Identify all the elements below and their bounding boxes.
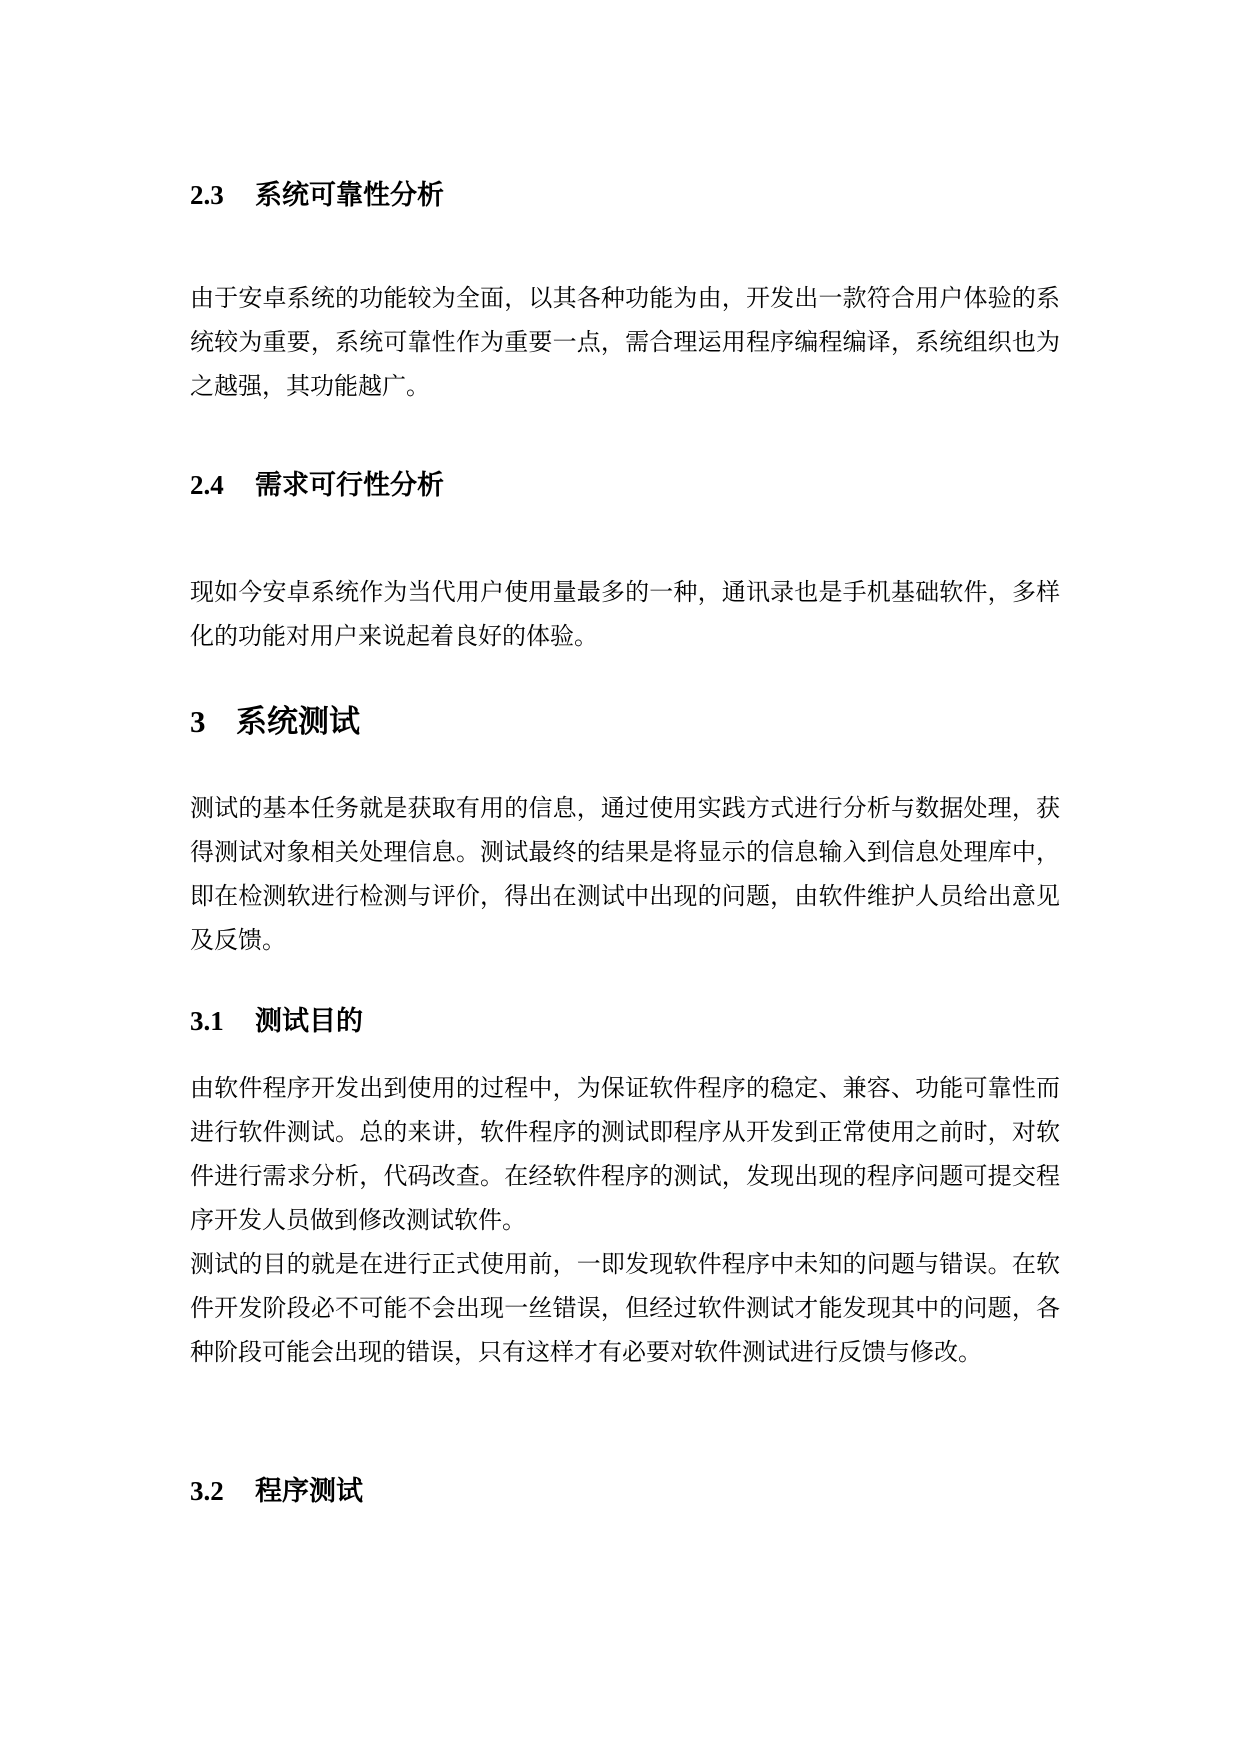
section-number: 2.4 [190, 470, 224, 500]
section-number: 2.3 [190, 180, 224, 210]
section-paragraph: 由软件程序开发出到使用的过程中，为保证软件程序的稳定、兼容、功能可靠性而进行软件测试。总的来讲，软件程序的测试即程序从开发到正常使用之前时，对软件进行需求分析，代码改查。在经软件程序的测试，发现出现的程序问题可提交程序开发人员做到修改测试软件。 [190, 1074, 1060, 1234]
section-paragraph: 现如今安卓系统作为当代用户使用量最多的一种，通讯录也是手机基础软件，多样化的功能对用户来说起着良好的体验。 [190, 578, 1060, 650]
section-heading-2-4 [190, 468, 444, 503]
chapter-heading-3 [190, 702, 360, 742]
section-paragraph-continued: 测试的目的就是在进行正式使用前，一即发现软件程序中未知的问题与错误。在软件开发阶段必不可能不会出现一丝错误，但经过软件测试才能发现其中的问题，各种阶段可能会出现的错误，只有这样才有必要对软件测试进行反馈与修改。 [190, 1250, 1060, 1366]
section-heading-2-3 [190, 178, 444, 213]
section-title: 需求可行性分析 [255, 470, 444, 501]
section-heading-3-1 [190, 1004, 363, 1039]
section-title: 系统可靠性分析 [255, 180, 444, 211]
chapter-number: 3 [190, 704, 206, 739]
section-paragraph: 测试的基本任务就是获取有用的信息，通过使用实践方式进行分析与数据处理，获得测试对象相关处理信息。测试最终的结果是将显示的信息输入到信息处理库中，即在检测软进行检测与评价，得出在测试中出现的问题，由软件维护人员给出意见及反馈。 [190, 794, 1060, 954]
section-title: 程序测试 [255, 1476, 363, 1507]
section-title: 测试目的 [255, 1006, 363, 1037]
section-number: 3.1 [190, 1006, 224, 1036]
section-number: 3.2 [190, 1476, 224, 1506]
section-paragraph: 由于安卓系统的功能较为全面，以其各种功能为由，开发出一款符合用户体验的系统较为重要，系统可靠性作为重要一点，需合理运用程序编程编译，系统组织也为之越强，其功能越广。 [190, 284, 1060, 400]
chapter-title: 系统测试 [236, 704, 360, 740]
section-heading-3-2 [190, 1474, 363, 1509]
